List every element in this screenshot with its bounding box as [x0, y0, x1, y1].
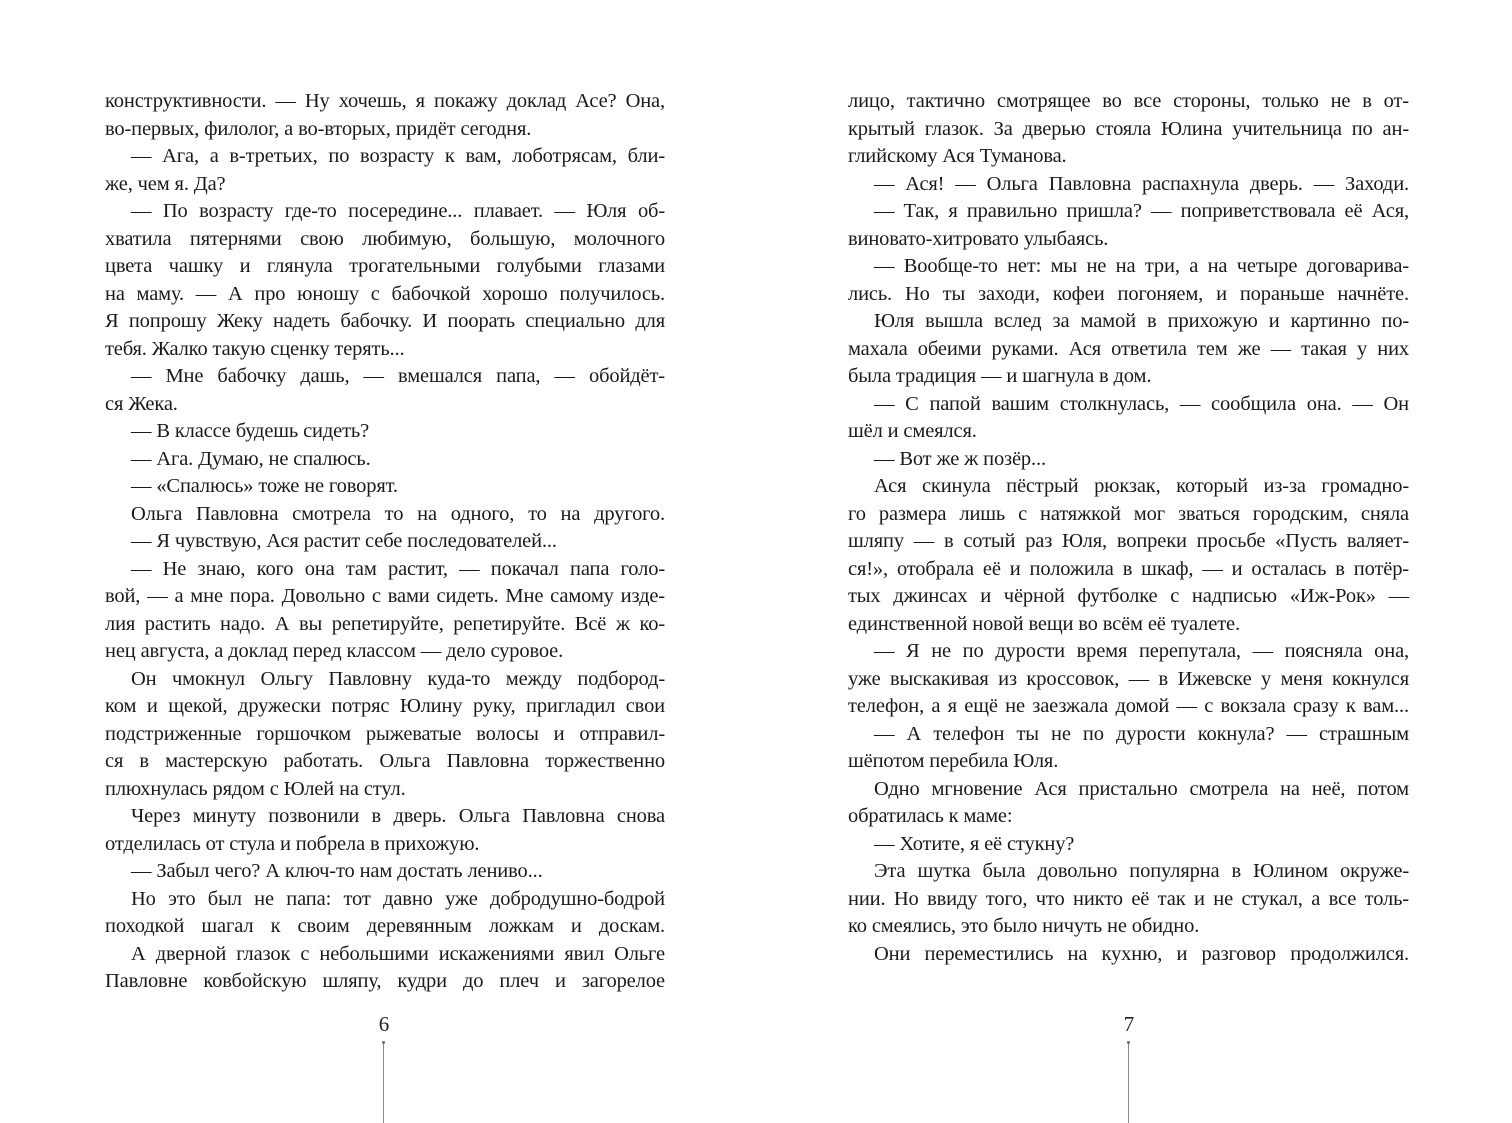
text-line: — Хотите, я её стукну?	[874, 832, 1075, 855]
text-line: — Вот же ж позёр...	[874, 447, 1046, 470]
text-line: — С папой вашим столкнулась, — сообщила она. — Он	[874, 392, 1409, 415]
text-line: — Не знаю, кого она там растит, — покачал папа голо-	[131, 557, 665, 580]
text-line: Юля вышла вслед за мамой в прихожую и картинно по-	[874, 310, 1409, 332]
text-line: тебя. Жалко такую сценку терять...	[105, 337, 405, 360]
text-line: ко смеялись, это было ничуть не обидно.	[848, 915, 1200, 937]
text-line: Но это был не папа: тот давно уже добродушно-бодрой	[131, 887, 665, 910]
text-line: — Ага, а в-третьих, по возрасту к вам, лоботрясам, бли-	[131, 145, 665, 167]
text-line: единственной новой вещи во всём её туалете.	[848, 612, 1240, 635]
text-line: во-первых, филолог, а во-вторых, придёт сегодня.	[105, 117, 532, 140]
text-line: — Ася! — Ольга Павловна распахнула дверь. — Заходи.	[874, 172, 1409, 195]
text-line: — Мне бабочку дашь, — вмешался папа, — обойдёт-	[131, 365, 665, 387]
text-line: обратилась к маме:	[848, 805, 1013, 827]
text-line: глийскому Ася Туманова.	[848, 145, 1067, 167]
text-line: нец августа, а доклад перед классом — дело суровое.	[105, 640, 564, 662]
text-line: — Так, я правильно пришла? — поприветствовала её Ася,	[874, 200, 1409, 222]
text-line: — «Спалюсь» тоже не говорят.	[131, 475, 398, 497]
text-line: — Ага. Думаю, не спалюсь.	[131, 447, 371, 470]
text-line: шляпу — в сотый раз Юля, вопреки просьбе «Пусть валяет-	[848, 530, 1409, 552]
text-line: Он чмокнул Ольгу Павловну куда-то между подбород-	[131, 667, 665, 690]
text-line: Эта шутка была довольно популярна в Юлином окруже-	[874, 860, 1409, 882]
text-line: Ася скинула пёстрый рюкзак, который из-за громадно-	[874, 475, 1409, 497]
text-line: уже выскакивая из кроссовок, — в Ижевске у меня кокнулся	[848, 667, 1409, 690]
text-line: А дверной глазок с небольшими искажениями явил Ольге	[131, 942, 665, 965]
text-line: Они переместились на кухню, и разговор продолжился.	[874, 942, 1409, 965]
text-line: походкой шагал к своим деревянным ложкам и доскам.	[105, 915, 665, 937]
page-number-right: 7	[1123, 1012, 1135, 1036]
left-page-text	[105, 88, 665, 996]
text-line: виновато-хитровато улыбаясь.	[848, 227, 1109, 250]
text-line: отделилась от стула и побрела в прихожую.	[105, 832, 480, 855]
text-line: Я попрошу Жеку надеть бабочку. И поорать специально для	[105, 310, 665, 332]
text-line: Одно мгновение Ася пристально смотрела на неё, потом	[874, 777, 1409, 800]
text-line: — По возрасту где-то посередине... плавает. — Юля об-	[131, 200, 665, 222]
folio-rule-left	[383, 1043, 384, 1123]
text-line: — Я не по дурости время перепутала, — поясняла она,	[874, 640, 1409, 662]
text-line: го размера лишь с натяжкой мог зваться городским, сняла	[848, 502, 1409, 525]
text-line: конструктивности. — Ну хочешь, я покажу доклад Асе? Она,	[105, 90, 665, 112]
text-line: лись. Но ты заходи, кофеи погоняем, и пораньше начнёте.	[848, 282, 1409, 305]
text-line: хватила пятернями свою любимую, большую, молочного	[105, 227, 665, 250]
text-line: цвета чашку и глянула трогательными голубыми глазами	[105, 255, 665, 277]
text-line: — Вообще-то нет: мы не на три, а на четыре договарива-	[874, 255, 1409, 277]
text-line: ся!», отобрала её и положила в шкаф, — и осталась в потёр-	[848, 557, 1409, 580]
text-line: на маму. — А про юношу с бабочкой хорошо получилось.	[105, 282, 665, 305]
text-line: — Я чувствую, Ася растит себе последователей...	[131, 530, 557, 552]
text-line: плюхнулась рядом с Юлей на стул.	[105, 777, 406, 800]
text-line: — В классе будешь сидеть?	[131, 420, 370, 442]
right-page-text	[848, 88, 1409, 968]
text-line: же, чем я. Да?	[105, 172, 226, 195]
text-line: Ольга Павловна смотрела то на одного, то на другого.	[131, 502, 665, 525]
text-line: телефон, а я ещё не заезжала домой — с вокзала сразу к вам...	[848, 695, 1409, 717]
text-line: крытый глазок. За дверью стояла Юлина учительница по ан-	[848, 117, 1409, 140]
text-line: тых джинсах и чёрной футболке с надписью «Иж-Рок» —	[848, 585, 1409, 607]
text-line: махала обеими руками. Ася ответила тем же — такая у них	[848, 337, 1409, 360]
text-line: — А телефон ты не по дурости кокнула? — страшным	[874, 722, 1409, 745]
text-line: лия растить надо. А вы репетируйте, репетируйте. Всё ж ко-	[105, 612, 665, 635]
text-line: была традиция — и шагнула в дом.	[848, 365, 1152, 387]
text-line: подстриженные горшочком рыжеватые волосы и отправил-	[105, 722, 665, 745]
text-line: — Забыл чего? А ключ-то нам достать лениво...	[131, 860, 543, 882]
text-line: ся в мастерскую работать. Ольга Павловна торжественно	[105, 750, 665, 772]
text-line: Павловне ковбойскую шляпу, кудри до плеч и загорелое	[105, 970, 665, 992]
text-line: вой, — а мне пора. Довольно с вами сидеть. Мне самому изде-	[105, 585, 665, 607]
text-line: шёпотом перебила Юля.	[848, 750, 1059, 772]
text-line: шёл и смеялся.	[848, 420, 977, 442]
text-line: ком и щекой, дружески потряс Юлину руку, пригладил свои	[105, 695, 665, 717]
text-line: лицо, тактично смотрящее во все стороны, только не в от-	[848, 90, 1409, 112]
text-line: ся Жека.	[105, 392, 178, 415]
text-line: нии. Но ввиду того, что никто её так и не стукал, а все толь-	[848, 887, 1409, 910]
folio-rule-right	[1128, 1043, 1129, 1123]
text-line: Через минуту позвонили в дверь. Ольга Павловна снова	[131, 805, 665, 827]
right-page	[756, 0, 1512, 1123]
page-number-left: 6	[378, 1012, 390, 1036]
